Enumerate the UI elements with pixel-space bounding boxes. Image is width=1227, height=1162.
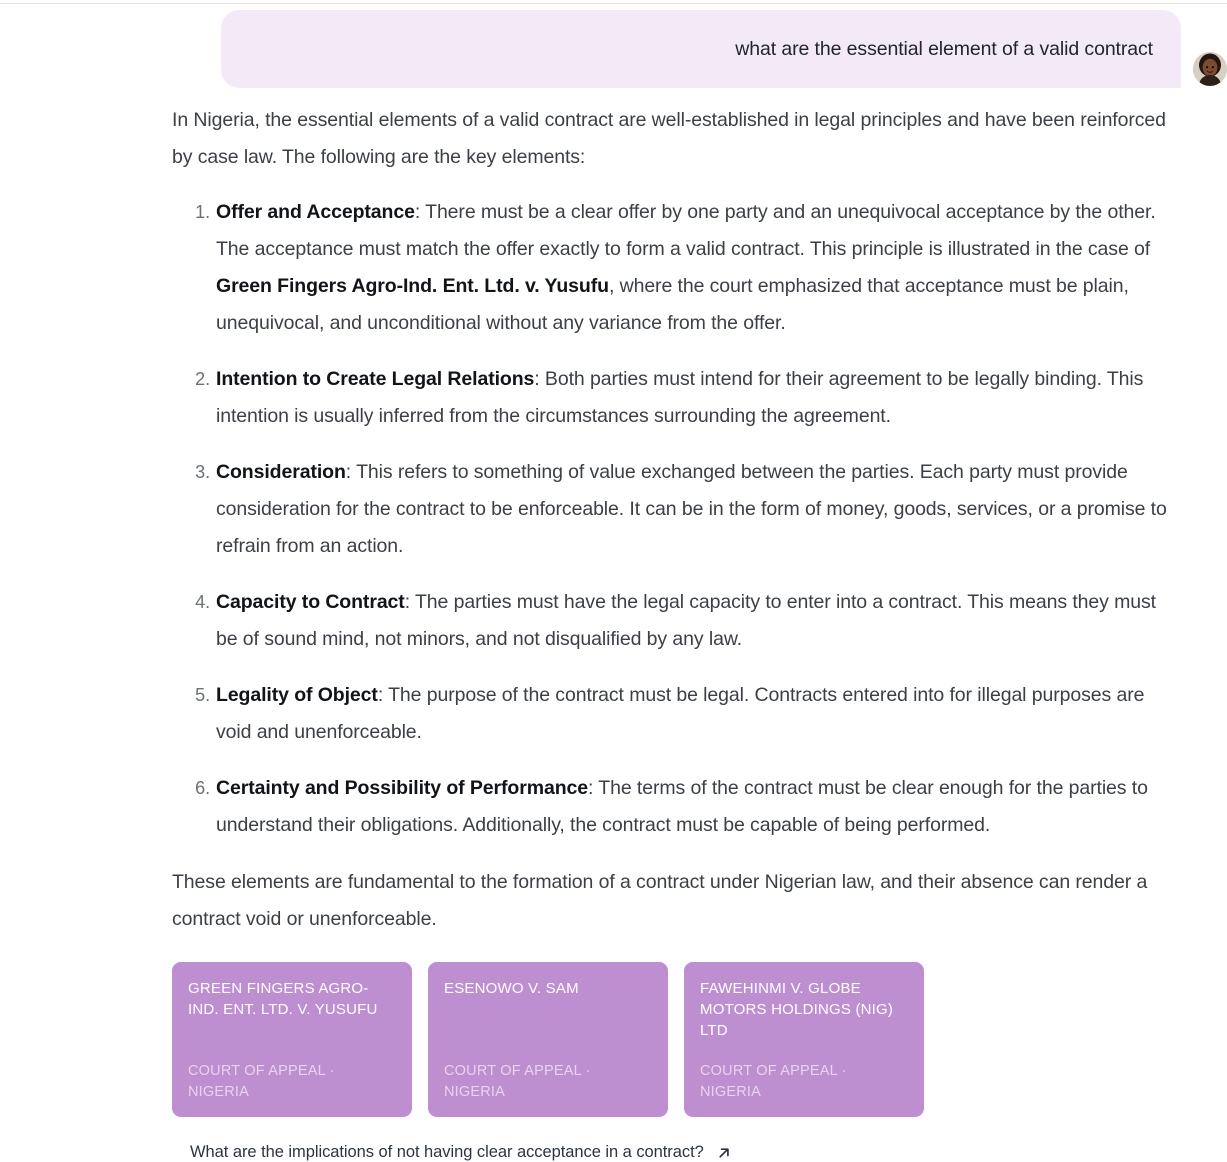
element-lead: Intention to Create Legal Relations [216, 368, 535, 390]
citation-card-meta: COURT OF APPEAL · NIGERIA [700, 1063, 847, 1100]
citation-card[interactable] [684, 962, 924, 1117]
suggestion-item[interactable] [190, 1143, 733, 1162]
citation-card-meta: COURT OF APPEAL · NIGERIA [188, 1063, 335, 1100]
element-body-after: , where the court emphasized that acceptance must be plain, unequivocal, and unconditional without any variance from the offer. [216, 275, 1129, 334]
citation-card-title: GREEN FINGERS AGRO-IND. ENT. LTD. V. YUSUFU [188, 980, 378, 1018]
citation-card-meta: COURT OF APPEAL · NIGERIA [444, 1063, 591, 1100]
user-avatar-photo[interactable] [1193, 52, 1227, 86]
suggestion-label: What are the implications of not having clear acceptance in a contract? [190, 1143, 704, 1161]
case-citation-inline: Green Fingers Agro-Ind. Ent. Ltd. v. Yusufu [216, 275, 609, 297]
list-item [216, 194, 1173, 342]
citation-card-title: FAWEHINMI V. GLOBE MOTORS HOLDINGS (NIG) LTD [700, 980, 894, 1039]
element-lead: Certainty and Possibility of Performance [216, 777, 589, 799]
user-message-bubble [221, 10, 1181, 88]
element-body-before: : The purpose of the contract must be legal. Contracts entered into for illegal purposes are void and unenforceable. [216, 684, 1145, 743]
element-lead: Legality of Object [216, 684, 378, 706]
element-body-before: : There must be a clear offer by one party and an unequivocal acceptance by the other. The acceptance must match the offer exactly to form a valid contract. This principle is illustrated in the case of [216, 201, 1156, 260]
list-item [216, 770, 1173, 844]
user-message-row [0, 0, 1227, 88]
citation-card-title: ESENOWO V. SAM [444, 980, 579, 997]
element-body-before: : The terms of the contract must be clear enough for the parties to understand their obligations. Additionally, the contract must be capable of being performed. [216, 777, 1148, 836]
follow-up-suggestions [0, 1117, 1227, 1162]
element-body-before: : This refers to something of value exchanged between the parties. Each party must provide consideration for the contract to be enforceable. It can be in the form of money, goods, services, or a promise to refrain from an action. [216, 461, 1167, 557]
answer-closing-paragraph: These elements are fundamental to the formation of a contract under Nigerian law, and their absence can render a contract void or unenforceable. [172, 871, 1148, 930]
assistant-message [0, 102, 1227, 938]
list-item [216, 361, 1173, 435]
answer-intro-paragraph: In Nigeria, the essential elements of a valid contract are well-established in legal principles and have been reinforced by case law. The following are the key elements: [172, 109, 1166, 168]
arrow-up-right-icon[interactable] [715, 1144, 733, 1162]
list-item [216, 677, 1173, 751]
element-lead: Capacity to Contract [216, 591, 405, 613]
element-body-before: : Both parties must intend for their agreement to be legally binding. This intention is usually inferred from the circumstances surrounding the agreement. [216, 368, 1144, 427]
citation-card[interactable] [172, 962, 412, 1117]
user-message-text: what are the essential element of a valid contract [735, 38, 1153, 60]
element-body-before: : The parties must have the legal capacity to enter into a contract. This means they must be of sound mind, not minors, and not disqualified by any law. [216, 591, 1156, 650]
citation-card[interactable] [428, 962, 668, 1117]
element-lead: Offer and Acceptance [216, 201, 415, 223]
element-lead: Consideration [216, 461, 346, 483]
list-item [216, 584, 1173, 658]
list-item [216, 454, 1173, 565]
citation-cards-row [0, 938, 1227, 1117]
essential-elements-list [172, 194, 1173, 844]
